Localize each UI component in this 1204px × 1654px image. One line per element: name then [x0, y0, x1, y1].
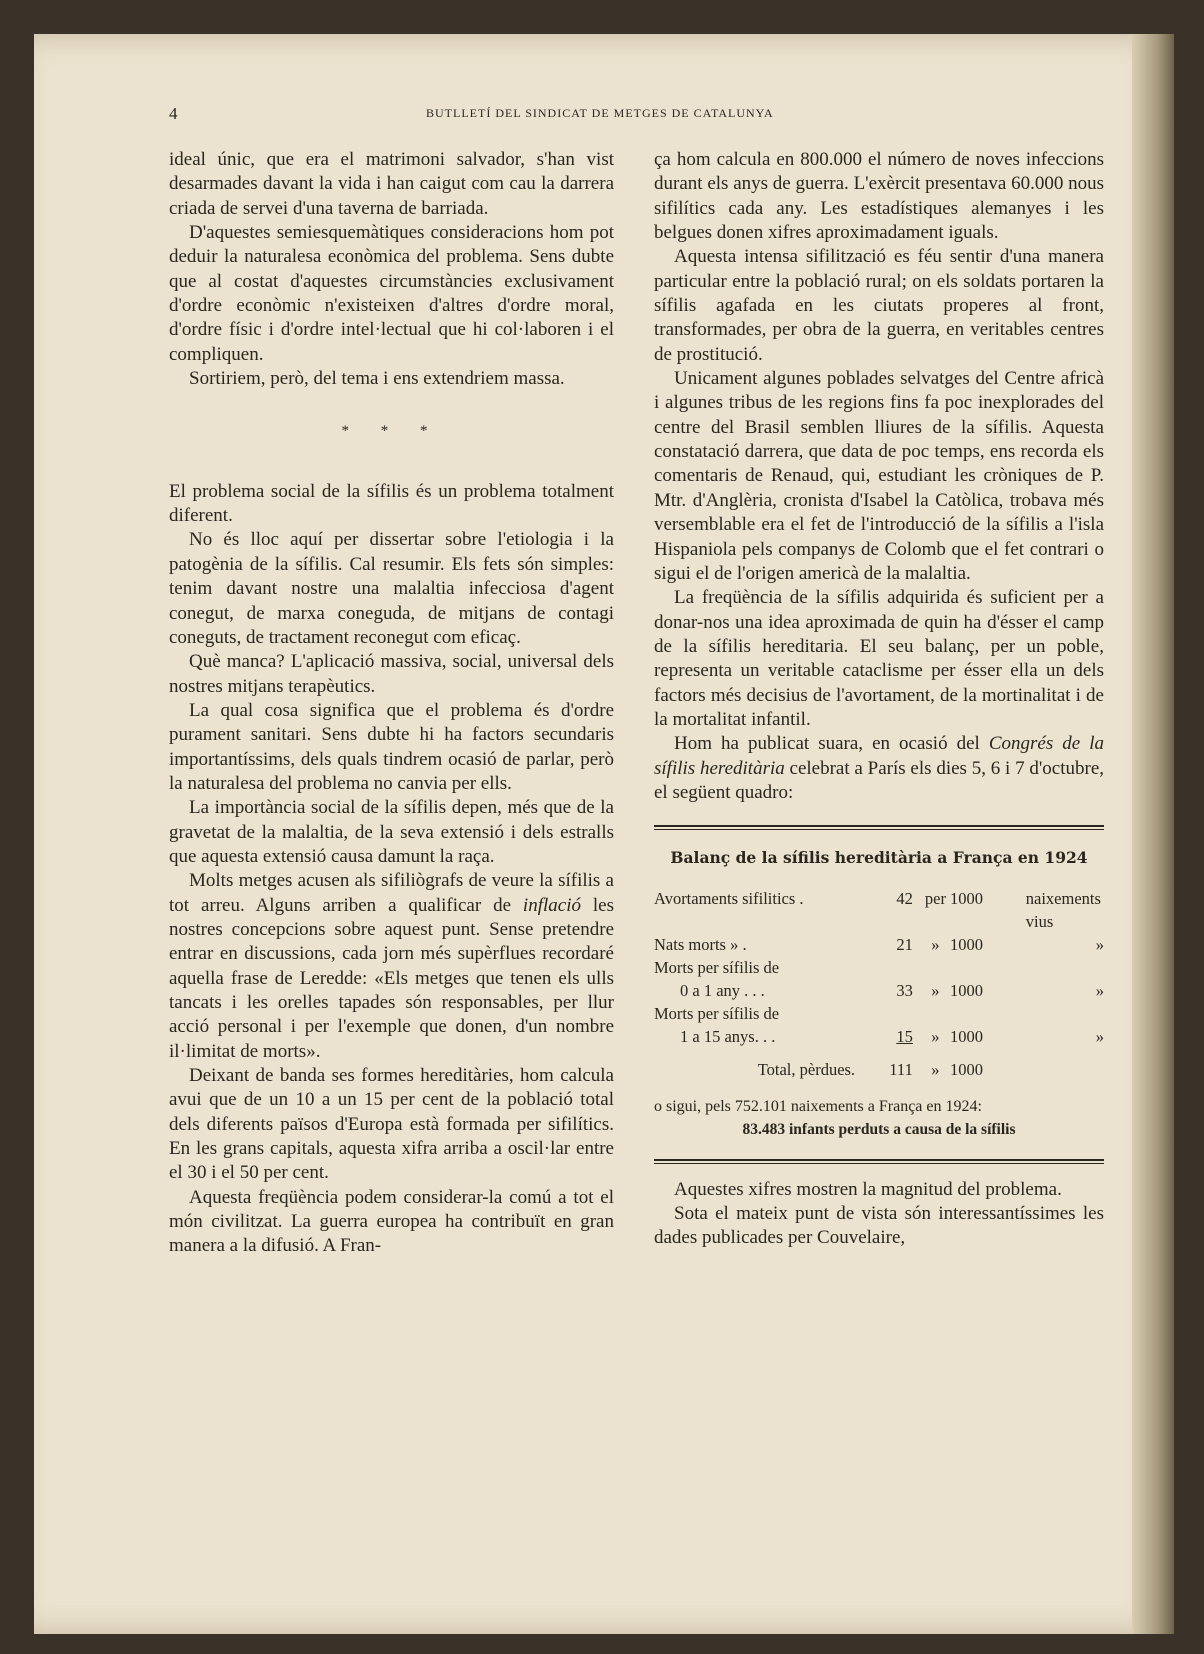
emphasis: Congrés de la sífilis hereditària: [654, 733, 1104, 779]
paragraph: La freqüència de la sífilis adquirida és suficient per a donar-nos una idea aproximada de quin ha d'ésser el camp de la sífilis hereditaria. El seu balanç, per un poble, representa un veritable cataclisme per ésser ella un dels factors més decisius de l'avortament, de la mortinalitat i de la mortalitat infantil.: [654, 587, 1104, 730]
table-top-rule: [654, 825, 1104, 830]
total-base: 1000: [950, 1059, 984, 1079]
paragraph: Què manca? L'aplicació massiva, social, universal dels nostres mitjans terapèutics.: [169, 651, 614, 697]
total-unit: [1026, 1048, 1104, 1081]
paragraph: Sortiriem, però, del tema i ens extendriem massa.: [189, 368, 565, 390]
table-row: [654, 979, 1104, 1002]
row-sep: per: [924, 888, 946, 908]
row-base: 1000: [950, 888, 984, 908]
paragraph: Aquesta freqüència podem considerar-la comú a tot el món civilitzat. La guerra europea ha contribuït en gran manera a la difusió. A Fran-: [169, 1186, 614, 1257]
running-head: [34, 104, 1174, 124]
table-row: [654, 1002, 1104, 1025]
table-row: [654, 933, 1104, 956]
right-column: [654, 148, 1104, 1251]
table-row: [654, 1025, 1104, 1048]
row-value: 21: [896, 934, 913, 954]
text-run: celebrat a París els dies 5, 6 i 7 d'octubre, el següent quadro:: [654, 757, 1104, 803]
row-label: Nats morts » .: [654, 934, 747, 954]
paragraph: ideal únic, que era el matrimoni salvador, s'han vist desarmades davant la vida i han caigut com cau la darrera criada de servei d'una taverna de barriada.: [169, 149, 614, 219]
paragraph: La importància social de la sífilis depen, més que de la gravetat de la malaltia, de la seva extensió i dels estralls que aquesta extensió causa damunt la raça.: [169, 797, 614, 867]
row-value: 15: [896, 1026, 913, 1046]
balance-table: [654, 887, 1104, 1081]
total-label: Total, pèrdues.: [757, 1059, 856, 1079]
total-sep: »: [931, 1059, 940, 1079]
text-run: Molts metges acusen als sifiliògrafs de veure la sífilis a tot arreu. Alguns arriben a qualificar de: [169, 870, 614, 916]
row-sep: »: [931, 980, 940, 1000]
paragraph: No és lloc aquí per dissertar sobre l'etiologia i la patogènia de la sífilis. Cal resumir. Els fets són simples: tenim davant nostre una malaltia infecciosa d'agent conegut, de marxa coneguda, de mitjans de contagi coneguts, de tractament reconegut com eficaç.: [169, 529, 614, 648]
paragraph: [169, 869, 614, 1064]
row-unit: »: [1095, 934, 1104, 954]
document-page: [34, 34, 1174, 1634]
book-spine: [1132, 34, 1174, 1634]
table-title: Balanç de la sífilis hereditària a França en 1924: [670, 848, 1088, 868]
paragraph: Aquestes xifres mostren la magnitud del problema.: [674, 1178, 1062, 1200]
text-run: les nostres concepcions sobre aquest punt. Sense pretendre entrar en discussions, cada jorn més supèrflues recordaré aquella frase de Leredde: «Els metges que tenen els ulls tancats i les orelles tapades són responsables, per llur acció personal i per l'exemple que donen, d'un nombre il·limitat de morts».: [169, 894, 614, 1062]
row-sep: »: [931, 934, 940, 954]
row-unit: naixements vius: [1025, 888, 1101, 931]
text-run: Hom ha publicat suara, en ocasió del: [674, 733, 989, 755]
table-row: [654, 887, 1104, 933]
row-value: 33: [896, 980, 913, 1000]
paragraph: Aquesta intensa sifilització es féu sentir d'una manera particular entre la població rural; on els soldats portaren la sífilis agafada en les ciutats properes al front, transformades, per obra de la guerra, en veritables centres de prostitució.: [654, 246, 1104, 365]
total-value: 111: [889, 1059, 913, 1079]
row-unit: »: [1095, 980, 1104, 1000]
table-summary: o sigui, pels 752.101 naixements a França en 1924:: [654, 1097, 982, 1115]
row-base: 1000: [950, 934, 984, 954]
page-number: 4: [169, 104, 179, 123]
paragraph: D'aquestes semiesquemàtiques consideracions hom pot deduir la naturalesa econòmica del problema. Sens dubte que al costat d'aquestes circumstàncies exclusivament d'ordre econòmic n'existeixen d'altres d'ordre moral, d'ordre físic i d'ordre intel·lectual que hi col·laboren i el compliquen.: [169, 222, 614, 365]
row-label: Morts per sífilis de: [654, 957, 780, 977]
left-column: [169, 148, 614, 1259]
paragraph: El problema social de la sífilis és un problema totalment diferent.: [169, 480, 614, 527]
paragraph: Sota el mateix punt de vista són interessantíssimes les dades publicades per Couvelaire,: [654, 1202, 1104, 1249]
section-separator: * * *: [341, 423, 442, 440]
paragraph: La qual cosa significa que el problema és d'ordre purament sanitari. Sens dubte hi ha factors secundaris importantíssims, dels quals tindrem ocasió de parlar, però la naturalesa del problema no canvia per ells.: [169, 699, 614, 794]
paragraph: Deixant de banda ses formes hereditàries, hom calcula avui que de un 10 a un 15 per cent de la població total dels diferents països d'Europa està formada per sifilítics. En les grans capitals, aquesta xifra arriba a oscil·lar entre el 30 i el 50 per cent.: [169, 1065, 614, 1184]
row-label: Morts per sífilis de: [654, 1003, 780, 1023]
row-base: 1000: [950, 1026, 984, 1046]
table-row: [654, 956, 1104, 979]
paragraph: Unicament algunes poblades selvatges del Centre africà i algunes tribus de les regions fins fa poc inexplorades del centre del Brasil semblen lliures de la sífilis. Aquesta constatació darrera, que data de poc temps, ens recorda els comentaris de Renaud, qui, estudiant les cròniques de P. Mtr. d'Anglèria, cronista d'Isabel la Catòlica, trobava més versemblable era el fet de l'introducció de la sífilis a l'isla Hispaniola pels companys de Colomb que el fet contrari o sigui el de l'origen americà de la malaltia.: [654, 368, 1104, 584]
table-bottom-rule: [654, 1159, 1104, 1164]
table-total-row: [654, 1048, 1104, 1081]
row-label-sub: 1 a 15 anys. . .: [680, 1026, 776, 1046]
row-label: Avortaments sifilitics .: [654, 888, 804, 908]
row-sep: »: [931, 1026, 940, 1046]
table-summary-total: 83.483 infants perduts a causa de la sífilis: [742, 1120, 1016, 1138]
row-unit: »: [1095, 1026, 1104, 1046]
row-base: 1000: [950, 980, 984, 1000]
paragraph: [654, 732, 1104, 805]
row-value: 42: [896, 888, 913, 908]
journal-title: BUTLLETÍ DEL SINDICAT DE METGES DE CATALUNYA: [426, 106, 774, 120]
emphasis: inflació: [522, 894, 581, 916]
paragraph: ça hom calcula en 800.000 el número de noves infeccions durant els anys de guerra. L'exèrcit presentava 60.000 nous sifilítics cada any. Les estadístiques alemanyes i les belgues donen xifres aproximadament iguals.: [654, 149, 1104, 244]
row-label-sub: 0 a 1 any . . .: [680, 980, 765, 1000]
